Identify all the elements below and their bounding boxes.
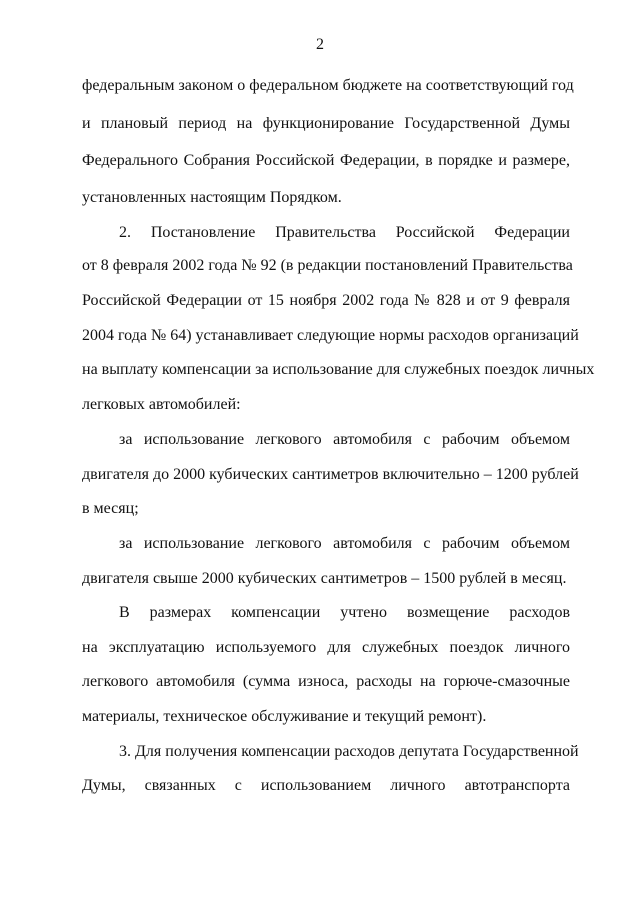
text-line: 2004 года № 64) устанавливает следующие нормы расходов организаций [82, 327, 579, 344]
text-line: Думы, связанных с использованием личного автотранспорта [82, 777, 570, 794]
page-number: 2 [316, 36, 324, 53]
text-line: и плановый период на функционирование Государственной Думы [82, 115, 570, 132]
text-line: двигателя свыше 2000 кубических сантиметров – 1500 рублей в месяц. [82, 570, 567, 587]
text-line: 3. Для получения компенсации расходов депутата Государственной [119, 743, 579, 760]
text-line: в месяц; [82, 500, 139, 517]
text-line: двигателя до 2000 кубических сантиметров включительно – 1200 рублей [82, 466, 579, 483]
text-line: Федерального Собрания Российской Федерации, в порядке и размере, [82, 152, 570, 169]
text-line: на эксплуатацию используемого для служебных поездок личного [82, 639, 570, 656]
text-line: легковых автомобилей: [82, 396, 241, 413]
text-line: 2. Постановление Правительства Российской Федерации [119, 224, 570, 241]
text-line: установленных настоящим Порядком. [82, 189, 342, 206]
text-line: материалы, техническое обслуживание и текущий ремонт). [82, 708, 487, 725]
text-line: от 8 февраля 2002 года № 92 (в редакции постановлений Правительства [82, 257, 573, 274]
text-line: на выплату компенсации за использование для служебных поездок личных [82, 361, 595, 378]
text-line: В размерах компенсации учтено возмещение расходов [119, 604, 570, 621]
text-line: федеральным законом о федеральном бюджете на соответствующий год [82, 77, 574, 94]
text-line: за использование легкового автомобиля с рабочим объемом [119, 535, 570, 552]
text-line: легкового автомобиля (сумма износа, расходы на горюче-смазочные [82, 673, 570, 690]
text-line: за использование легкового автомобиля с рабочим объемом [119, 431, 570, 448]
text-line: Российской Федерации от 15 ноября 2002 года № 828 и от 9 февраля [82, 292, 570, 309]
